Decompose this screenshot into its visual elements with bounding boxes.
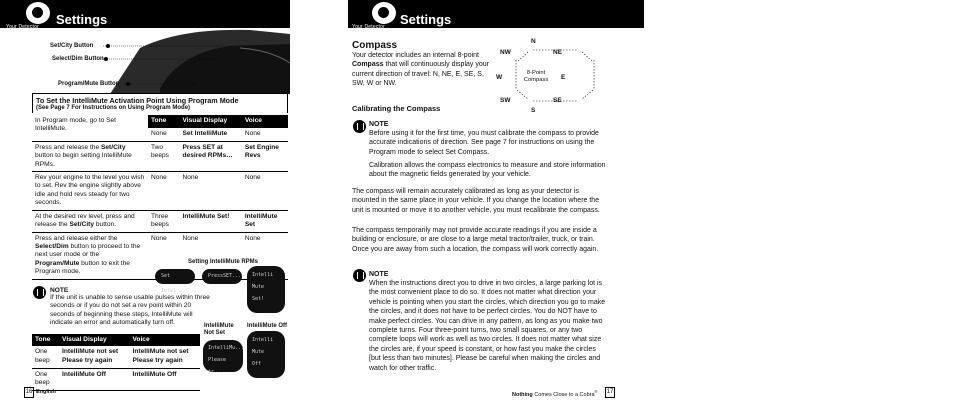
calibrating-heading: Calibrating the Compass [352, 104, 441, 113]
callout-set-city: Set/City Button [50, 43, 94, 49]
note1-text2: Calibration allows the compass electronics to measure and store information about the magnetic fields generated by your vehicle. [369, 162, 606, 179]
paragraph-accuracy: The compass temporarily may not provide accurate readings if you are inside a building or enclosure, or are close to a large metal tractor/trailer, truck, or train. Once you are away from such a location, the compass will work correctly again. [352, 227, 599, 253]
footer-tagline: Nothing Comes Close to a Cobra® [512, 389, 598, 398]
compass-ne: NE [553, 49, 563, 56]
lcd-set-intellimute: Set Intel... [155, 269, 195, 284]
lcd-intellimute-set: Intelli Mute Set! [247, 266, 285, 313]
section-title-box [32, 93, 288, 113]
right-page [348, 0, 648, 420]
page-number: 17 [605, 387, 615, 398]
table-header-display: Visual Display [180, 115, 242, 128]
note1-label: NOTE [369, 121, 389, 128]
compass-e: E [561, 74, 566, 81]
table-row: One beep IntelliMute not set Please try again IntelliMute not set Please try again [32, 346, 200, 368]
page-title: Settings [56, 12, 108, 27]
note2-text: When the instructions direct you to drive in two circles, a large parking lot is the most convenient place to do so. It does not matter what direction your vehicle is pointing when you start the circles, which direction you go to make the circles, and it does not have to be perfect circles. You do NOT have to make perfect circles. You can drive in any pattern, as long as you make two complete turns. Four three-point turns, two small squares, or any two complete loops will work as well as two circles. It does not matter what size the circles are, if your speed is constant, or how fast you make the circles [but less than two minutes]. Please be careful when making the circles and watch for other traffic. [369, 280, 606, 372]
footer-language: English [36, 389, 56, 395]
cobra-logo-icon [372, 2, 396, 24]
note1-text: Before using it for the first time, you must calibrate the compass to provide accurate indications of direction. See page 7 for instructions on using the Program mode to select Set Compass. [369, 130, 599, 156]
note-text: If the unit is unable to sense usable pulses within three seconds or if you do not set a rev point within 20 seconds of beginning these steps, IntelliMute will indicate an error and automatically turn off. [50, 294, 210, 327]
compass-s: S [531, 107, 536, 114]
compass-sw: SW [500, 97, 511, 104]
section-subtitle: (See Page 7 For Instructions on Using Program Mode) [36, 105, 191, 111]
label-not-set: IntelliMute Not Set [204, 323, 234, 336]
lcd-not-set: IntelliMu... Please tr... [203, 340, 243, 372]
note-icon [353, 269, 366, 282]
note-icon [33, 286, 46, 299]
table-header-voice: Voice [242, 115, 288, 128]
callout-program-mute: Program/Mute Button [58, 81, 120, 87]
page-title: Settings [400, 12, 452, 27]
your-detector-label: Your Detector [352, 24, 385, 30]
right-header-bar [348, 0, 644, 28]
table-row: Press and release the Set/City button to begin setting IntelliMute RPMs. Two beeps Press SET at desired RPMs… Set Engine Revs [32, 141, 288, 171]
intellimute-table: In Program mode, go to Set IntelliMute. Tone Visual Display Voice None Set IntelliMute None Press and release the Set/City button to begin setting IntelliMute RPMs. Two beeps Press SET at desired RPMs… Set Engine Revs Rev your engine to the level you wish to set. Rev the engine slightly above idle and hold revs steady for two seconds. None None None At the desired rev level, press and release the Set/City button. Three beeps IntelliMute Set! IntelliMute Set Press and release either the Select/Dim button to proceed to the next user mode or the Program/Mute button to exit the Program mode. None None None [32, 115, 288, 280]
cobra-logo-icon [26, 2, 50, 24]
compass-n: N [531, 38, 536, 45]
paragraph-recalibrate: The compass will remain accurately calibrated as long as your detector is mounted in the same place in your vehicle. If you change the location where the unit is mounted or move it to another vehicle, you must recalibrate the compass. [352, 188, 600, 214]
callout-lines [95, 40, 275, 90]
table-header-tone: Tone [148, 115, 180, 128]
compass-title: Compass [352, 40, 398, 51]
left-header-bar [0, 0, 290, 28]
page-number: 16 [24, 387, 34, 398]
table-row: Press and release either the Select/Dim button to proceed to the next user mode or the Program/Mute button to exit the Program mode. None None None [32, 232, 288, 279]
lcd-press-set: PressSET... [202, 269, 242, 284]
compass-nw: NW [500, 49, 511, 56]
note-icon [353, 120, 366, 133]
table-row: At the desired rev level, press and release the Set/City button. Three beeps IntelliMute Set! IntelliMute Set [32, 210, 288, 232]
note2-label: NOTE [369, 271, 389, 278]
table-row: In Program mode, go to Set IntelliMute. [35, 117, 116, 133]
error-table: Tone Visual Display Voice One beep IntelliMute not set Please try again IntelliMute not set Please try again One beep IntelliMute Off IntelliMute Off [32, 334, 200, 391]
figure-title: Setting IntelliMute RPMs [188, 259, 259, 265]
lcd-off: Intelli Mute Off [247, 331, 285, 378]
note-label: NOTE [50, 287, 69, 294]
table-row: One beep IntelliMute Off IntelliMute Off [32, 368, 200, 390]
callout-select-dim: Select/Dim Button [52, 56, 104, 62]
compass-se: SE [553, 97, 562, 104]
compass-center-label: 8-Point Compass [523, 70, 549, 83]
section-title: To Set the IntelliMute Activation Point Using Program Mode [36, 96, 239, 105]
label-off: IntelliMute Off [247, 323, 287, 329]
compass-intro: Your detector includes an internal 8-point Compass that will continuously display your current direction of travel: N, NE, E, SE, S, SW, W or NW. [352, 52, 489, 88]
your-detector-label: Your Detector [6, 24, 39, 30]
compass-w: W [496, 74, 503, 81]
table-row: Rev your engine to the level you wish to set. Rev the engine slightly above idle and hold revs steady for two seconds. None None None [32, 172, 288, 211]
